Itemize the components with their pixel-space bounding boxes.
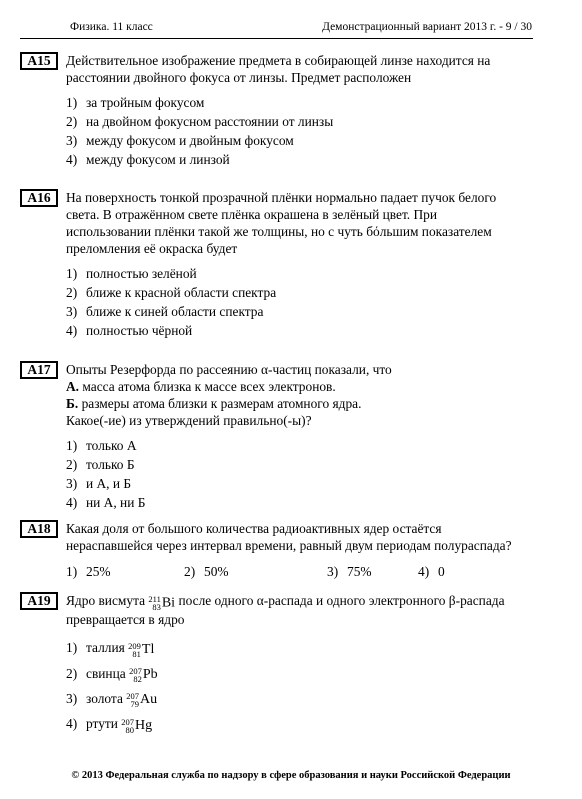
question-number: A15 <box>20 52 58 70</box>
question-number: A16 <box>20 189 58 207</box>
option-3[interactable]: 3) и А, и Б <box>66 476 132 491</box>
header-divider <box>20 38 533 39</box>
question-number: A17 <box>20 361 58 379</box>
question-a16 <box>20 189 533 340</box>
option-3[interactable]: 3) золота 207 79Au <box>66 690 158 710</box>
text-line: использовании плёнки такой же толщины, но с чуть бόльшим показателем <box>66 224 492 239</box>
option-2[interactable]: 2) свинца 207 82Pb <box>66 665 158 684</box>
nucleus-bismuth: 211 83Bi <box>148 593 176 612</box>
question-a17 <box>20 361 533 512</box>
question-text <box>66 52 533 86</box>
options-list <box>66 436 533 512</box>
option-3[interactable]: 3) между фокусом и двойным фокусом <box>66 133 294 148</box>
header-subject: Физика. 11 класс <box>70 21 153 33</box>
question-number: A18 <box>20 520 58 538</box>
option-3[interactable]: 3) 75% <box>327 564 372 579</box>
text-line: расстоянии двойного фокуса от линзы. Предмет расположен <box>66 70 412 85</box>
option-4[interactable]: 4) между фокусом и линзой <box>66 152 230 167</box>
option-4[interactable]: 4) полностью чёрной <box>66 323 193 338</box>
question-text <box>66 592 533 628</box>
question-a15 <box>20 52 533 169</box>
text-line: преломления её окраска будет <box>66 241 238 256</box>
text-line: света. В отражённом свете плёнка окрашена в зелёный цвет. При <box>66 207 438 222</box>
text-line: нераспавшейся через интервал времени, равный двум периодам полураспада? <box>66 538 512 553</box>
option-2[interactable]: 2) на двойном фокусном расстоянии от линзы <box>66 114 334 129</box>
options-list <box>66 636 533 738</box>
question-a19 <box>20 592 533 738</box>
options-list <box>66 93 533 169</box>
text-line: Действительное изображение предмета в собирающей линзе находится на <box>66 53 491 68</box>
option-1[interactable]: 1) полностью зелёной <box>66 266 197 281</box>
footer-copyright: © 2013 Федеральная служба по надзору в сфере образования и науки Российской Федерации <box>71 770 511 781</box>
text-line: Опыты Резерфорда по рассеянию α-частиц показали, что <box>66 362 392 377</box>
option-2[interactable]: 2) только Б <box>66 457 135 472</box>
option-4[interactable]: 4) 0 <box>418 564 445 579</box>
option-1[interactable]: 1) за тройным фокусом <box>66 95 205 110</box>
option-2[interactable]: 2) 50% <box>184 564 229 579</box>
statement-b: Б. размеры атома близки к размерам атомного ядра. <box>66 396 362 411</box>
option-4[interactable]: 4) ни А, ни Б <box>66 495 146 510</box>
question-a18 <box>20 520 533 581</box>
option-1[interactable]: 1) таллия 209 81Tl <box>66 640 155 659</box>
options-list <box>66 264 533 340</box>
header-variant-page: Демонстрационный вариант 2013 г. - 9 / 30 <box>322 21 532 33</box>
text-line: Какое(-ие) из утверждений правильно(-ы)? <box>66 413 312 428</box>
option-3[interactable]: 3) ближе к синей области спектра <box>66 304 264 319</box>
text-line: Какая доля от большого количества радиоактивных ядер остаётся <box>66 521 442 536</box>
options-row <box>66 563 533 581</box>
question-text <box>66 361 533 429</box>
option-4[interactable]: 4) ртути 207 80Hg <box>66 716 153 735</box>
option-1[interactable]: 1) 25% <box>66 564 111 579</box>
option-2[interactable]: 2) ближе к красной области спектра <box>66 285 277 300</box>
question-text <box>66 520 533 554</box>
text-line: Ядро висмута 211 83Bi после одного α-распада и одного электронного β-распада <box>66 593 505 612</box>
option-1[interactable]: 1) только А <box>66 438 137 453</box>
text-line: превращается в ядро <box>66 612 185 628</box>
text-line: На поверхность тонкой прозрачной плёнки нормально падает пучок белого <box>66 190 497 205</box>
statement-a: А. масса атома близка к массе всех электронов. <box>66 379 336 394</box>
question-text <box>66 189 533 257</box>
question-number: A19 <box>20 592 58 610</box>
